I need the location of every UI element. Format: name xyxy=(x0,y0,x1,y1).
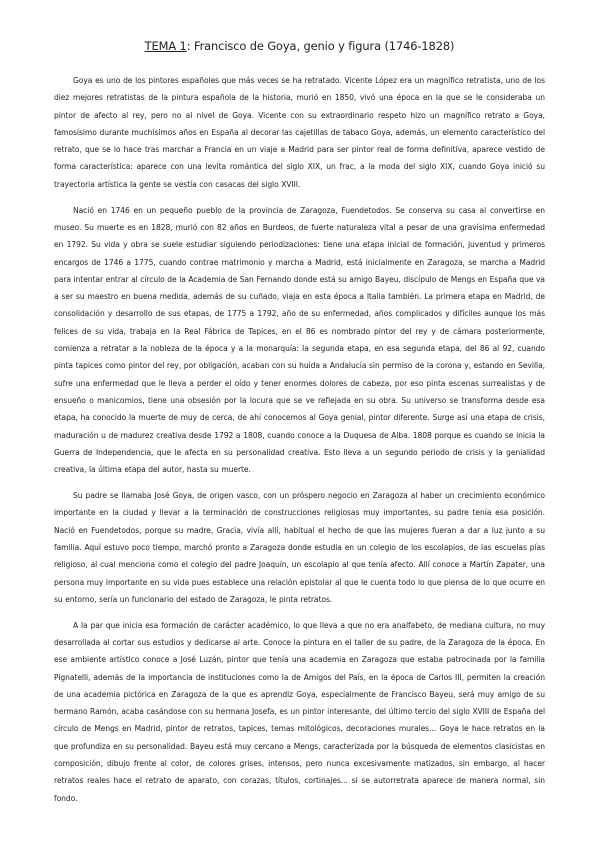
title-prefix: TEMA 1 xyxy=(144,39,187,53)
paragraph-3: Su padre se llamaba José Goya, de origen vasco, con un próspero negocio en Zaragoza al haber un crecimiento económico importante en la ciudad y llevar a la terminación de construcciones religiosas muy importantes, su padre tenía esa posición. Nació en Fuendetodos, porque su madre, Gracia, vivía allí, habitual el hecho de que las mujeres fueran a dar a luz junto a su familia. Aquí estuvo poco tiempo, marchó pronto a Zaragoza donde estudia en un colegio de los escolapios, de las escuelas pías religioso, al cual menciona como el colegio del padre Joaquín, un escolapio al que tenía afecto. Allí conoce a Martín Zapater, una persona muy importante en su vida pues establece una relación epistolar al que le cuenta todo lo que piensa de lo que ocurre en su entorno, sería un funcionario del estado de Zaragoza, le pinta retratos. xyxy=(54,491,545,604)
document-title xyxy=(54,38,545,54)
paragraph-2: Nació en 1746 en un pequeño pueblo de la provincia de Zaragoza, Fuendetodos. Se conserva su casa al convertirse en museo. Su muerte es en 1828, murió con 82 años en Burdeos, de fuerte naturaleza vital a pesar de una gravísima enfermedad en 1792. Su vida y obra se suele estudiar siguiendo periodizaciones: tiene una etapa inicial de formación, juventud y primeros encargos de 1746 a 1775, cuando contrae matrimonio y marcha a Madrid, está inicialmente en Zaragoza, se marcha a Madrid para intentar entrar al círculo de la Academia de San Fernando donde está su amigo Bayeu, discípulo de Mengs en España que va a ser su maestro en buena medida, además de su cuñado, viaja en esta época a Italia también. La primera etapa en Madrid, de consolidación y desarrollo de sus etapas, de 1775 a 1792, año de su enfermedad, años complicados y difíciles aunque los más felices de su vida, trabaja en la Real Fábrica de Tapices, en el 86 es nombrado pintor del rey y de cámara posteriormente, comienza a retratar a la nobleza de la época y a la monarquía: la segunda etapa, en esa segunda etapa, del 86 al 92, cuando pinta tapices como pintor del rey, por obligación, acaban con su huida a Andalucía sin permiso de la corona y, estando en Sevilla, sufre una enfermedad que le lleva a perder el oído y tener enormes dolores de cabeza, por eso pinta escenas surrealistas y de ensueño o manicomios, tiene una obsesión por la locura que se ve reflejada en su obra. Su universo se transforma desde esa etapa, ha conocido la muerte de muy de cerca, de ahí conocemos al Goya genial, pintor diferente. Surge así una etapa de crisis, maduración u de madurez creativa desde 1792 a 1808, cuando conoce a la Duquesa de Alba. 1808 porque es cuando se inicia la Guerra de Independencia, que le afecta en su personalidad creativa. Esto lleva a un segundo periodo de crisis y la genialidad creativa, la última etapa del autor, hasta su muerte. xyxy=(54,205,545,475)
paragraph-4: A la par que inicia esa formación de carácter académico, lo que lleva a que no era analfabeto, de mediana cultura, no muy desarrollada al cortar sus estudios y dedicarse al arte. Conoce la pintura en el taller de su padre, de la Zaragoza de la época. En ese ambiente artístico conoce a José Luzán, pintor que tenía una academia en Zaragoza que estaba patrocinada por la familia Pignatelli, además de la importancia de instituciones como la de Amigos del País, en la época de Carlos III, permiten la creación de una academia pictórica en Zaragoza de la que es aprendiz Goya, especialmente de Francisco Bayeu, será muy amigo de su hermano Ramón, acaba casándose con su hermana Josefa, es un pintor interesante, del último tercio del siglo XVIII de España del círculo de Mengs en Madrid, pintor de retratos, tapices, temas mitológicos, decoraciones murales... Goya le hace retratos en la que profundiza en su personalidad. Bayeu está muy cercano a Mengs, caracterizada por la búsqueda de elementos clasicistas en composición, dibujo frente al color, de colores grises, intensos, pero nunca excesivamente matizados, sin embargo, al hacer retratos reales hace el retrato de aparato, con corazas, títulos, cortinajes... si se autorretrata aparece de manera normal, sin fondo. xyxy=(54,620,545,803)
paragraph-1: Goya es uno de los pintores españoles que más veces se ha retratado. Vicente López era un magnífico retratista, uno de los diez mejores retratistas de la pintura española de la historia, murió en 1850, vivó una época en la que se le consideraba un pintor de afecto al rey, pero no al nivel de Goya. Vicente con su extraordinario respeto hizo un magnífico retrato a Goya, famosísimo durante muchísimos años en España al decorar las cajetillas de tabaco Goya, además, un elemento característico del retrato, que se lo hace tras marchar a Francia en un viaje a Madrid para ser pintor real de forma definitiva, aparece vestido de forma característica: aparece con una levita romántica del siglo XIX, un frac, a la moda del siglo XIX, cuando Goya inició su trayectoria artística la gente se vestía con casacas del siglo XVIII. xyxy=(54,76,545,189)
title-rest: : Francisco de Goya, genio y figura (1746-1828) xyxy=(186,39,455,53)
